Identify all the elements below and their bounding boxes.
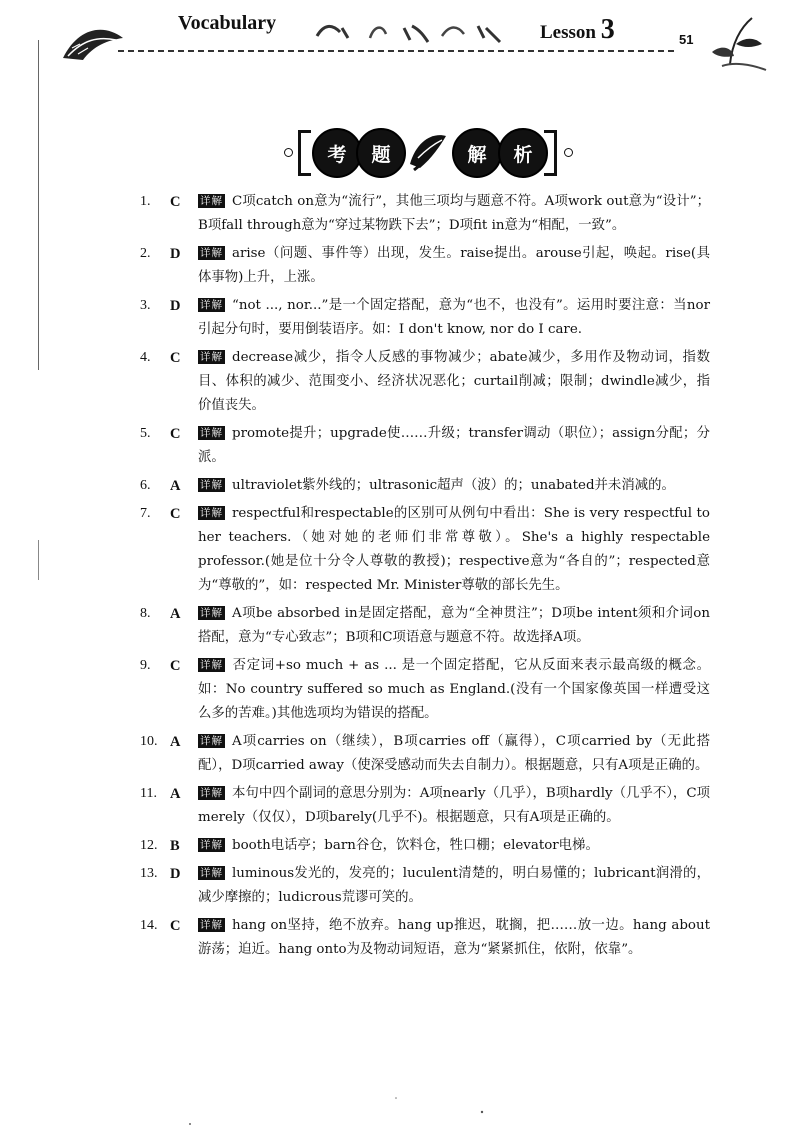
detail-tag: 详解 (200, 247, 223, 259)
item-answer: C (170, 658, 181, 674)
answer-list (140, 190, 710, 966)
answer-item (140, 602, 710, 650)
page-header (0, 0, 800, 80)
item-explanation: decrease减少，指令人反感的事物减少；abate减少，多用作及物动词，指数目、体积的减少、范围变小、经济状况恶化；curtail削减；限制；dwindle减少，指价值丧失。 (198, 350, 710, 413)
header-lesson-number: 3 (600, 14, 615, 45)
binding-line (38, 40, 39, 370)
item-answer: C (170, 918, 181, 934)
item-explanation: 本句中四个副词的意思分别为：A项nearly（几乎），B项hardly（几乎不），C项merely（仅仅），D项barely(几乎不)。根据题意，只有A项是正确的。 (198, 786, 710, 825)
header-dashed-rule (118, 50, 674, 52)
title-bracket-left (298, 130, 311, 176)
detail-tag: 详解 (200, 195, 223, 207)
title-circle-right (564, 148, 573, 157)
answer-item (140, 730, 710, 778)
item-body (198, 602, 710, 650)
detail-tag: 详解 (200, 839, 223, 851)
answer-item (140, 914, 710, 962)
answer-item (140, 474, 710, 498)
item-number: 8. (140, 606, 151, 621)
item-explanation: booth电话亭；barn谷仓，饮料仓，牲口棚；elevator电梯。 (232, 838, 599, 853)
answer-item (140, 346, 710, 418)
item-answer: D (170, 246, 181, 262)
item-number: 14. (140, 918, 158, 933)
title-char-kao: 考 (312, 128, 362, 178)
item-answer: A (170, 786, 181, 802)
item-number: 12. (140, 838, 158, 853)
item-answer: A (170, 606, 181, 622)
item-body (198, 474, 710, 498)
detail-tag: 详解 (200, 479, 223, 491)
item-explanation: luminous发光的，发亮的；luculent清楚的，明白易懂的；lubricant润滑的，减少摩擦的；ludicrous荒谬可笑的。 (198, 866, 710, 905)
item-number: 13. (140, 866, 158, 881)
answer-item (140, 190, 710, 238)
item-body (198, 346, 710, 418)
binding-line-lower (38, 540, 39, 580)
answer-item (140, 422, 710, 470)
item-answer: B (170, 838, 180, 854)
item-explanation: C项catch on意为“流行”，其他三项均与题意不符。A项work out意为“设计”；B项fall through意为“穿过某物跌下去”；D项fit in意为“相配，一致”。 (198, 194, 710, 233)
item-number: 5. (140, 426, 151, 441)
answer-item (140, 834, 710, 858)
detail-tag: 详解 (200, 787, 223, 799)
item-explanation: 否定词+so much + as ... 是一个固定搭配，它从反面来表示最高级的概念。如：No country suffered so much as England.(没有一个国家像英国一样遭受这么多的苦难。)其他选项均为错误的搭配。 (198, 658, 710, 721)
detail-tag: 详解 (200, 607, 223, 619)
item-number: 4. (140, 350, 151, 365)
item-number: 1. (140, 194, 151, 209)
item-number: 7. (140, 506, 151, 521)
answer-item (140, 862, 710, 910)
item-explanation: promote提升；upgrade使……升级；transfer调动（职位）；assign分配；分派。 (198, 426, 710, 465)
item-body (198, 862, 710, 910)
detail-tag: 详解 (200, 507, 223, 519)
item-body (198, 834, 710, 858)
plant-ornament-icon (700, 14, 770, 74)
detail-tag: 详解 (200, 299, 223, 311)
item-number: 10. (140, 734, 158, 749)
detail-tag: 详解 (200, 427, 223, 439)
item-body (198, 294, 710, 342)
item-explanation: A项be absorbed in是固定搭配，意为“全神贯注”；D项be intent须和介词on搭配，意为“专心致志”；B项和C项语意与题意不符。故选择A项。 (198, 606, 710, 645)
item-answer: C (170, 350, 181, 366)
answer-item (140, 654, 710, 726)
answer-item (140, 242, 710, 290)
answer-item (140, 502, 710, 598)
header-vocabulary: Vocabulary (178, 12, 277, 34)
bird-ornament-icon (406, 128, 450, 174)
item-body (198, 190, 710, 238)
item-answer: A (170, 734, 181, 750)
item-explanation: arise（问题、事件等）出现，发生。raise提出。arouse引起，唤起。rise(具体事物)上升，上涨。 (198, 246, 710, 285)
page-number: 51 (679, 32, 694, 47)
answer-item (140, 294, 710, 342)
item-answer: C (170, 194, 181, 210)
item-body (198, 914, 710, 962)
item-number: 9. (140, 658, 151, 673)
item-answer: D (170, 298, 181, 314)
header-lesson (540, 14, 615, 46)
item-explanation: hang on坚持，绝不放弃。hang up推迟，耽搁，把……放一边。hang about游荡；迫近。hang onto为及物动词短语，意为“紧紧抓住，依附，依靠”。 (198, 918, 710, 957)
item-explanation: A项carries on（继续），B项carries off（赢得），C项carried by（无此搭配），D项carried away（使深受感动而失去自制力）。根据题意，只有A项是正确的。 (198, 734, 710, 773)
answer-item (140, 782, 710, 830)
detail-tag: 详解 (200, 867, 223, 879)
item-body (198, 654, 710, 726)
item-answer: C (170, 426, 181, 442)
item-body (198, 782, 710, 830)
item-body (198, 502, 710, 598)
title-char-ti: 题 (356, 128, 406, 178)
item-number: 2. (140, 246, 151, 261)
bird-pattern-icon (312, 16, 502, 46)
title-char-jie: 解 (452, 128, 502, 178)
item-body (198, 422, 710, 470)
item-body (198, 242, 710, 290)
item-number: 6. (140, 478, 151, 493)
leaf-ornament-icon (58, 18, 128, 68)
item-number: 3. (140, 298, 151, 313)
item-answer: A (170, 478, 181, 494)
item-number: 11. (140, 786, 157, 801)
item-answer: C (170, 506, 181, 522)
item-explanation: “not ..., nor...”是一个固定搭配，意为“也不，也没有”。运用时要注意：当nor引起分句时，要用倒装语序。如：I don't know, nor do I care. (198, 298, 710, 337)
item-body (198, 730, 710, 778)
detail-tag: 详解 (200, 351, 223, 363)
item-answer: D (170, 866, 181, 882)
detail-tag: 详解 (200, 659, 223, 671)
title-circle-left (284, 148, 293, 157)
header-lesson-label: Lesson (540, 22, 601, 43)
item-explanation: ultraviolet紫外线的；ultrasonic超声（波）的；unabated并未消减的。 (232, 478, 675, 493)
title-char-xi: 析 (498, 128, 548, 178)
detail-tag: 详解 (200, 735, 223, 747)
detail-tag: 详解 (200, 919, 223, 931)
item-explanation: respectful和respectable的区别可从例句中看出：She is very respectful to her teachers.（她对她的老师们非常尊敬）。She's a highly respectable professor.(她是位十分令人尊敬的教授)；respective意为“各自的”；respected意为“尊敬的”，如：respected Mr. Minister尊敬的部长先生。 (198, 506, 710, 593)
